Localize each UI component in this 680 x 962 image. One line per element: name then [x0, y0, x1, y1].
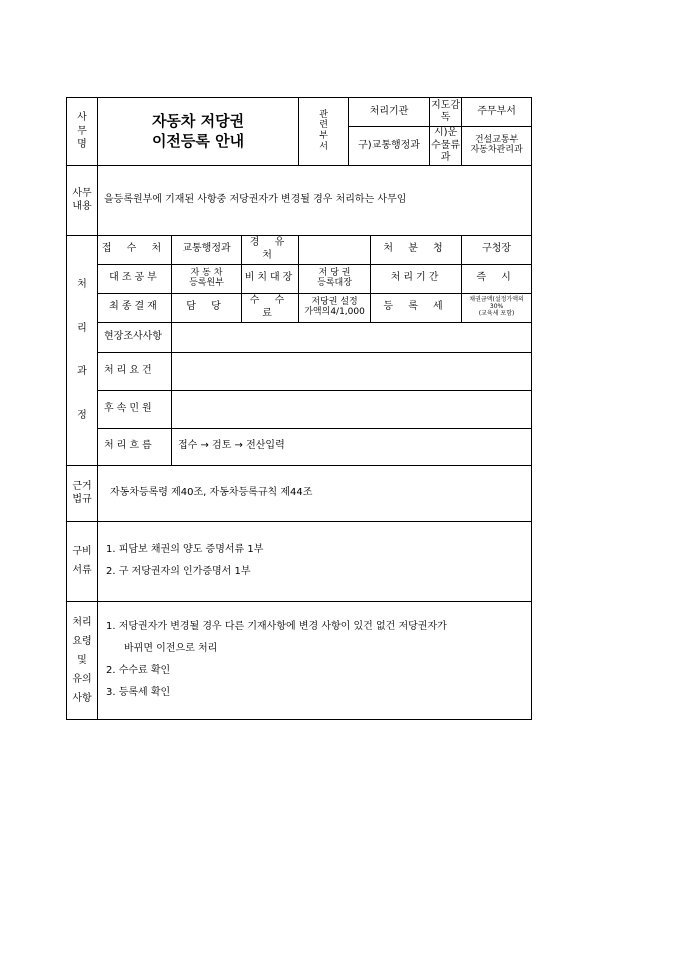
fee-label: 수 수 료 [242, 293, 299, 322]
period-value: 즉 시 [462, 264, 532, 293]
notes-label: 처리 요령 및 유의 사항 [67, 601, 98, 719]
receipt-value: 교통행정과 [172, 235, 242, 264]
dept-header-supervision: 지도감독 [430, 98, 462, 127]
legal-basis-label: 근거 법규 [67, 465, 98, 521]
approval-label: 최종결재 [98, 293, 172, 322]
flow-value: 접수 → 검토 → 전산입력 [172, 428, 532, 465]
documents-label: 구비 서류 [67, 521, 98, 601]
receipt-label: 접 수 처 [98, 235, 172, 264]
legal-basis-text: 자동차등록령 제40조, 자동차등록규칙 제44조 [98, 465, 532, 521]
site-check-value [172, 322, 532, 352]
dept-value-main: 건설교통부 자동차관리과 [462, 127, 532, 166]
site-check-label: 현장조사사항 [98, 322, 172, 352]
page-title: 자동차 저당권 이전등록 안내 [98, 98, 299, 166]
note-item-continued: 바뀌면 이전으로 처리 [124, 643, 218, 654]
tax-value: 채권금액(설정가액의 30% (교육세 포함) [462, 293, 532, 322]
disposal-value: 구청장 [462, 235, 532, 264]
dept-value-supervision: 시)운수물류과 [431, 127, 461, 163]
document-item: 1. 피담보 채권의 양도 증명서류 1부 [106, 544, 264, 555]
keep-register-value: 저 당 권 등록대장 [299, 264, 371, 293]
note-item: 1. 저당권자가 변경될 경우 다른 기재사항에 변경 사항이 있건 없건 저당권자가 [106, 621, 447, 632]
documents-list [98, 521, 532, 601]
notes-list [98, 601, 532, 719]
requirements-label: 처리요건 [98, 352, 172, 390]
fee-value: 저당권 설정 가액의4/1,000 [299, 293, 371, 322]
guide-table [66, 97, 532, 720]
flow-label: 처리흐름 [98, 428, 172, 465]
work-content-label: 사무 내용 [67, 165, 98, 235]
process-label: 처 리 과 정 [67, 235, 98, 465]
document-item: 2. 구 저당권자의 인가증명서 1부 [106, 566, 251, 577]
approval-value: 담 당 [172, 293, 242, 322]
disposal-label: 처 분 청 [371, 235, 462, 264]
related-dept-label: 관 련 부 서 [299, 98, 349, 166]
work-content-text: 을등록원부에 기재된 사항중 저당권자가 변경될 경우 처리하는 사무임 [98, 165, 532, 235]
ledger-label: 대조공부 [98, 264, 172, 293]
note-item: 3. 등록세 확인 [106, 687, 171, 698]
via-value [299, 235, 371, 264]
note-item: 2. 수수료 확인 [106, 665, 171, 676]
dept-header-processing: 처리기관 [349, 98, 430, 127]
follow-up-label: 후속민원 [98, 390, 172, 428]
period-label: 처리기간 [371, 264, 462, 293]
requirements-value [172, 352, 532, 390]
corner-label: 사 무 명 [67, 98, 98, 166]
dept-header-main: 주무부서 [462, 98, 532, 127]
dept-value-processing: 구)교통행정과 [349, 127, 430, 166]
follow-up-value [172, 390, 532, 428]
tax-label: 등 록 세 [371, 293, 462, 322]
keep-register-label: 비치대장 [242, 264, 299, 293]
ledger-value: 자 동 차 등록원부 [172, 264, 242, 293]
via-label: 경 유 처 [242, 235, 299, 264]
